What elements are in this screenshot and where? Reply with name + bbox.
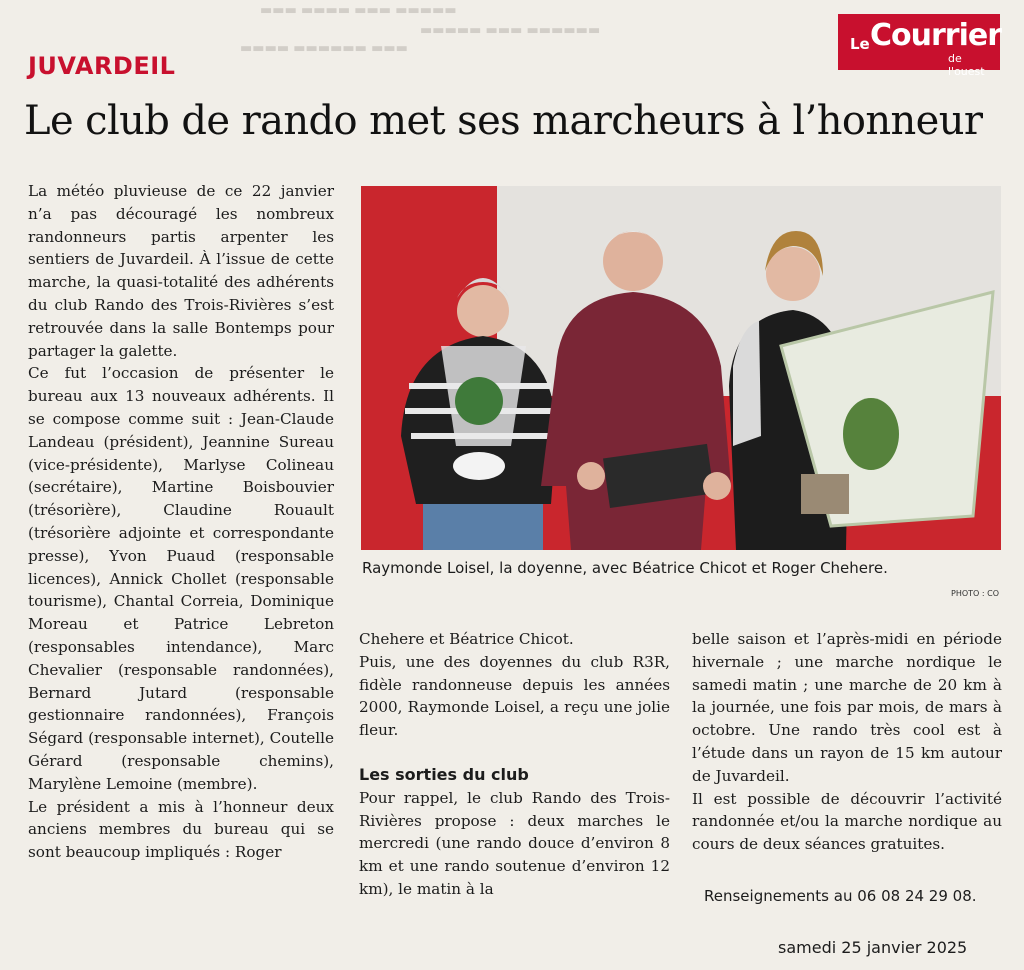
paragraph: Puis, une des doyennes du club R3R, fidèle randonneuse depuis les années 2000, Raymonde Loisel, a reçu une jolie fleur.: [359, 652, 670, 740]
article-column-1: [28, 180, 334, 864]
logo-le: Le: [850, 35, 870, 53]
paragraph: Chehere et Béatrice Chicot.: [359, 630, 574, 648]
paragraph: Ce fut l’occasion de présenter le bureau aux 13 nouveaux adhérents. Il se compose comme suit : Jean-Claude Landeau (président), Jeannine Sureau (vice-présidente), Marlyse Colineau (secrétaire), Martine Boisbouvier (trésorière), Claudine Rouault (trésorière adjointe et correspondante presse), Yvon Puaud (responsable licences), Annick Chollet (responsable tourisme), Chantal Correia, Dominique Moreau et Patrice Lebreton (responsables intendance), Marc Chevalier (responsable randonnées), Bernard Jutard (responsable gestionnaire randonnées), François Ségard (responsable internet), Coutelle Gérard (responsable chemins), Marylène Lemoine (membre).: [28, 364, 334, 793]
paragraph: Pour rappel, le club Rando des Trois-Rivières propose : deux marches le mercredi (une rando douce d’environ 8 km et une rando soutenue d’environ 12 km), le matin à la: [359, 788, 670, 898]
logo-name: Courrier: [870, 18, 1001, 53]
photo-credit: PHOTO : CO: [951, 589, 999, 598]
photo-illustration: [361, 186, 1001, 550]
photo-caption: Raymonde Loisel, la doyenne, avec Béatrice Chicot et Roger Chehere.: [362, 559, 888, 577]
bleed-through-text: ▬▬▬▬ ▬▬▬▬▬▬ ▬▬▬: [240, 41, 408, 56]
bleed-through-text: ▬▬▬▬▬ ▬▬▬ ▬▬▬▬▬▬: [420, 23, 601, 38]
paragraph: belle saison et l’après-midi en période hivernale ; une marche nordique le samedi matin ; une marche de 20 km à la journée, une fois par mois, de mars à octobre. Une rando très cool est à l’étude dans un rayon de 15 km autour de Juvardeil.: [692, 630, 1002, 785]
logo-sub: de l'ouest: [948, 52, 985, 78]
article-kicker: JUVARDEIL: [28, 52, 176, 80]
publication-logo: [838, 14, 1001, 78]
article-photo: [361, 186, 1001, 550]
article-column-3: [692, 628, 1002, 856]
bleed-through-text: ▬▬▬ ▬▬▬▬ ▬▬▬ ▬▬▬▬▬: [260, 3, 457, 18]
article-headline: Le club de rando met ses marcheurs à l’honneur: [24, 98, 983, 144]
article-column-2: [359, 628, 670, 901]
publication-date: samedi 25 janvier 2025: [778, 938, 968, 957]
paragraph: Il est possible de découvrir l’activité randonnée et/ou la marche nordique au cours de deux séances gratuites.: [692, 789, 1002, 854]
paragraph: La météo pluvieuse de ce 22 janvier n’a pas découragé les nombreux randonneurs partis arpenter les sentiers de Juvardeil. À l’issue de cette marche, la quasi-totalité des adhérents du club Rando des Trois-Rivières s’est retrouvée dans la salle Bontemps pour partager la galette.: [28, 182, 334, 360]
contact-line: Renseignements au 06 08 24 29 08.: [704, 887, 977, 905]
section-subhead: Les sorties du club: [359, 764, 529, 784]
paragraph: Le président a mis à l’honneur deux anciens membres du bureau qui se sont beaucoup impliqués : Roger: [28, 797, 334, 862]
